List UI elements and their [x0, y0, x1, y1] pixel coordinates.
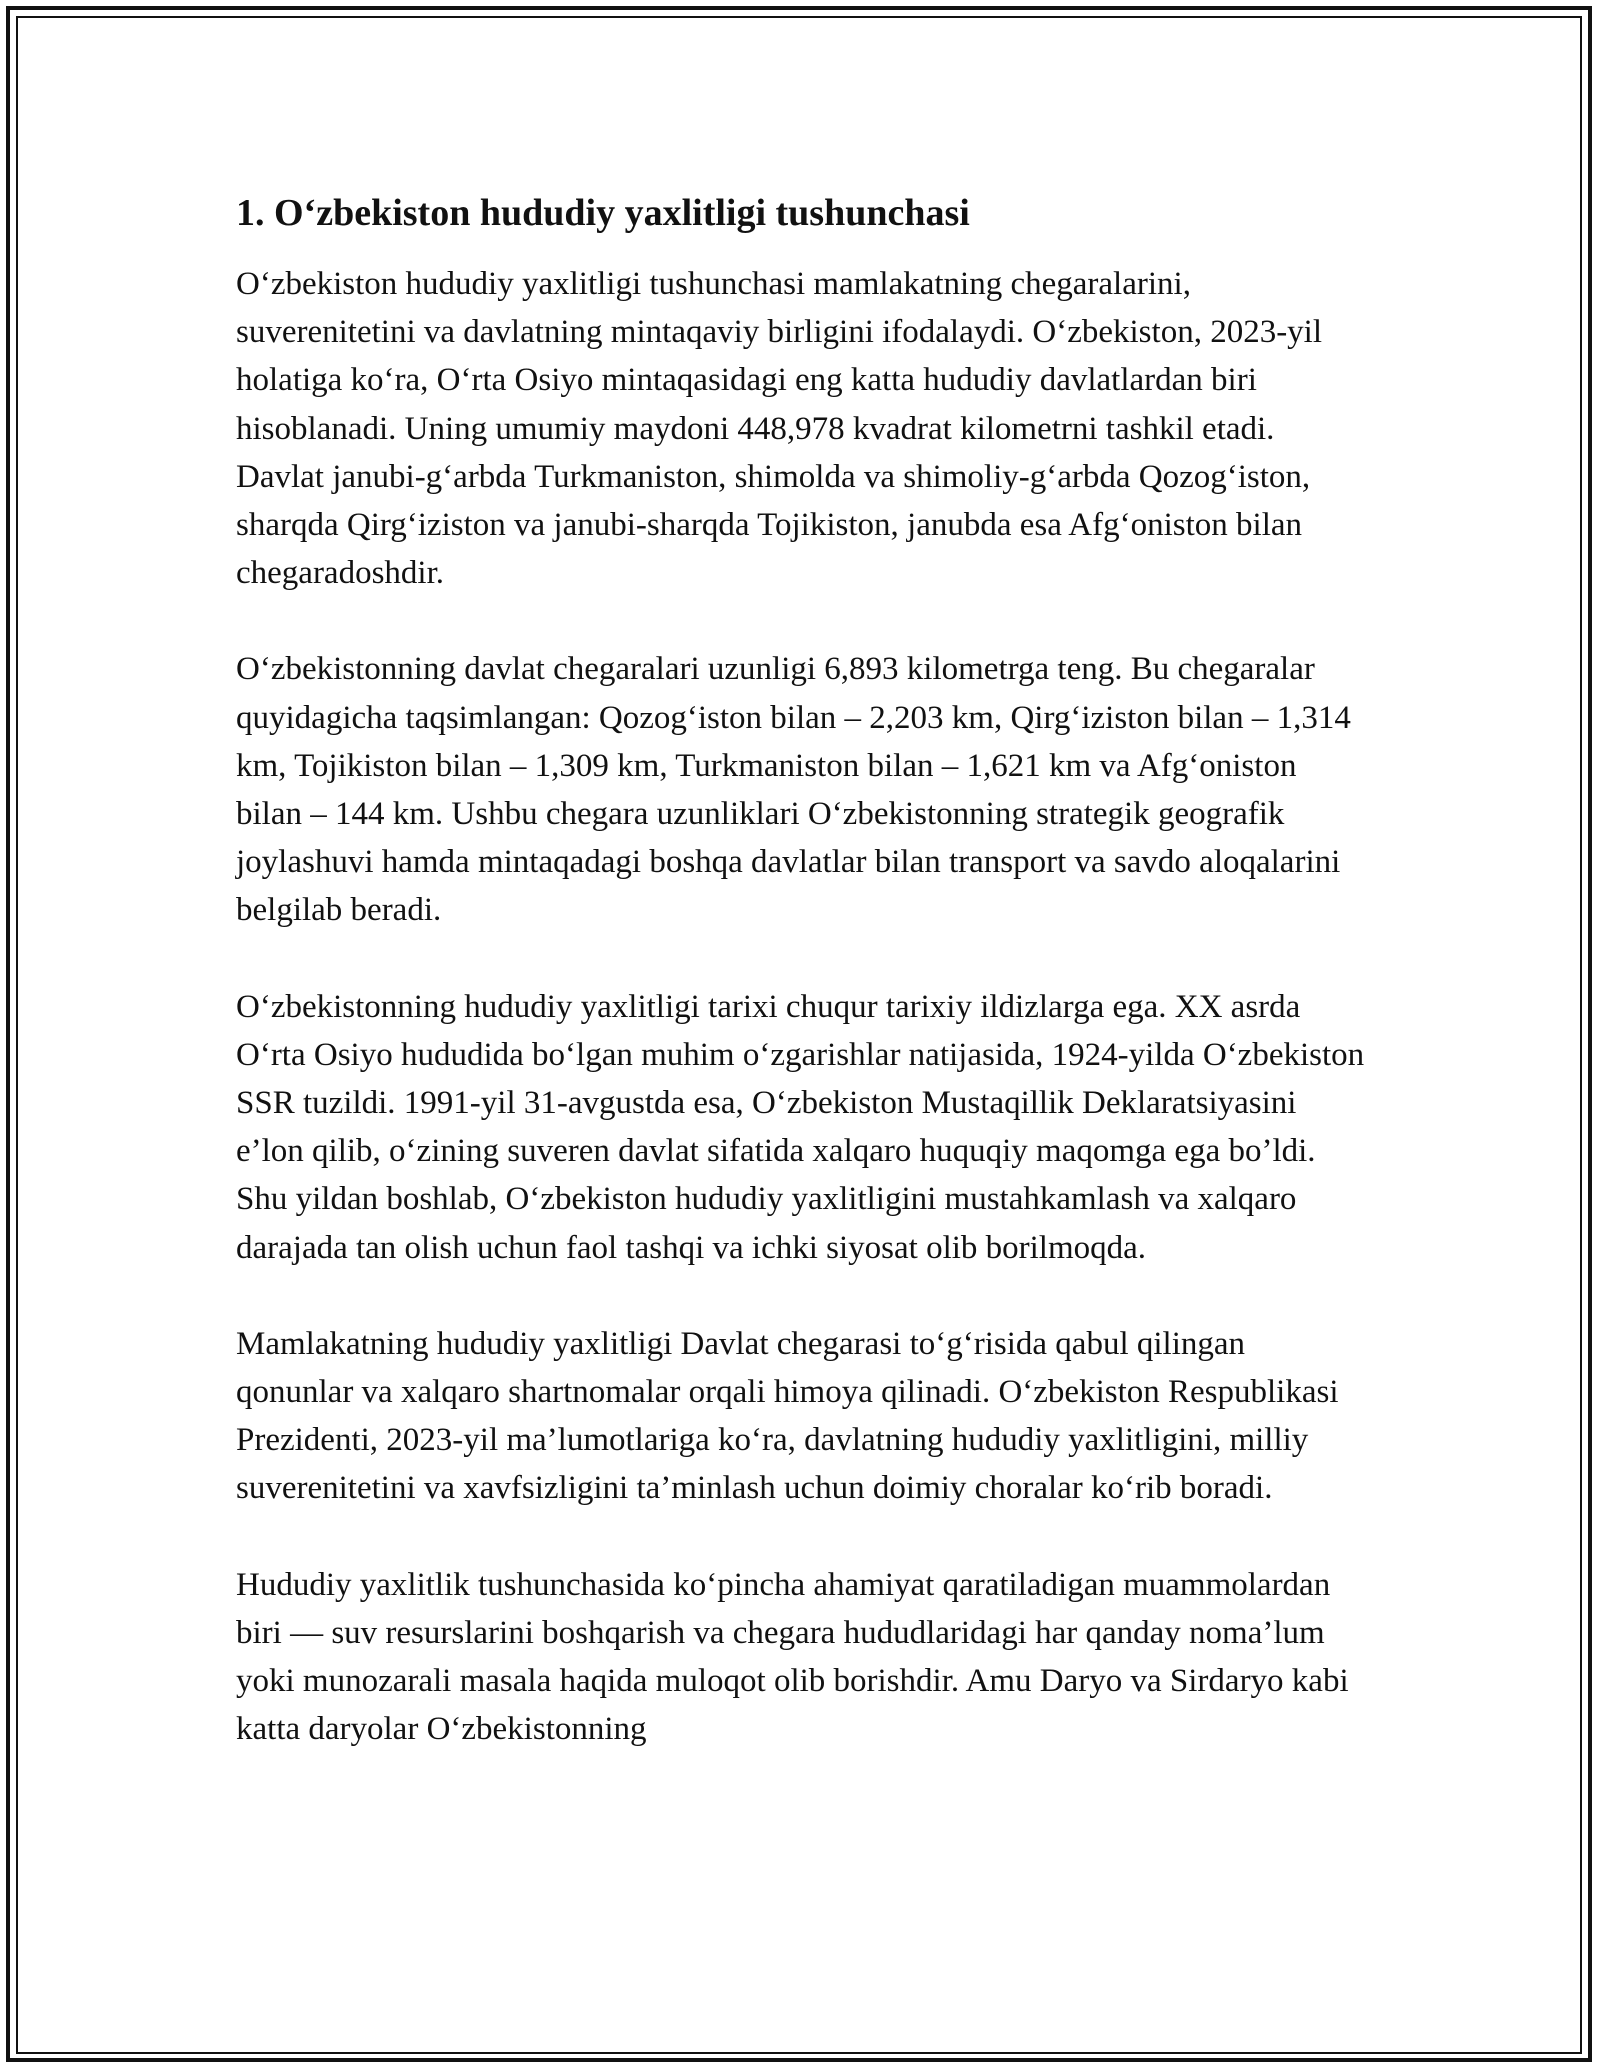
paragraph-5: Hududiy yaxlitlik tushunchasida ko‘pincha ahamiyat qaratiladigan muammolardan biri — suv resurslarini boshqarish va chegara hududlaridagi har qanday noma’lum yoki munozarali masala haqida muloqot olib borishdir. Amu Daryo va Sirdaryo kabi katta daryolar O‘zbekistonning — [236, 1566, 1349, 1748]
document-body — [236, 188, 1366, 1801]
paragraph-4: Mamlakatning hududiy yaxlitligi Davlat chegarasi to‘g‘risida qabul qilingan qonunlar va xalqaro shartnomalar orqali himoya qilinadi. O‘zbekiston Respublikasi Prezidenti, 2023-yil ma’lumotlariga ko‘ra, davlatning hududiy yaxlitligini, milliy suverenitetini va xavfsizligini ta’minlash uchun doimiy choralar ko‘rib boradi. — [236, 1325, 1339, 1507]
paragraph-1: O‘zbekiston hududiy yaxlitligi tushunchasi mamlakatning chegaralarini, suverenitetini va davlatning mintaqaviy birligini ifodalaydi. O‘zbekiston, 2023-yil holatiga ko‘ra, O‘rta Osiyo mintaqasidagi eng katta hududiy davlatlardan biri hisoblanadi. Uning umumiy maydoni 448,978 kvadrat kilometrni tashkil etadi. Davlat janubi-g‘arbda Turkmaniston, shimolda va shimoliy-g‘arbda Qozog‘iston, sharqda Qirg‘iziston va janubi-sharqda Tojikiston, janubda esa Afg‘oniston bilan chegaradoshdir. — [236, 266, 1323, 592]
paragraph-2: O‘zbekistonning davlat chegaralari uzunligi 6,893 kilometrga teng. Bu chegaralar quyidagicha taqsimlangan: Qozog‘iston bilan – 2,203 km, Qirg‘iziston bilan – 1,314 km, Tojikiston bilan – 1,309 km, Turkmaniston bilan – 1,621 km va Afg‘oniston bilan – 144 km. Ushbu chegara uzunliklari O‘zbekistonning strategik geografik joylashuvi hamda mintaqadagi boshqa davlatlar bilan transport va savdo aloqalarini belgilab beradi. — [236, 651, 1351, 929]
paragraph-3: O‘zbekistonning hududiy yaxlitligi tarixi chuqur tarixiy ildizlarga ega. XX asrda O‘rta Osiyo hududida bo‘lgan muhim o‘zgarishlar natijasida, 1924-yilda O‘zbekiston SSR tuzildi. 1991-yil 31-avgustda esa, O‘zbekiston Mustaqillik Deklaratsiyasini e’lon qilib, o‘zining suveren davlat sifatida xalqaro huquqiy maqomga ega bo’ldi. Shu yildan boshlab, O‘zbekiston hududiy yaxlitligini mustahkamlash va xalqaro darajada tan olish uchun faol tashqi va ichki siyosat olib borilmoqda. — [236, 988, 1365, 1266]
section-heading: 1. O‘zbekiston hududiy yaxlitligi tushunchasi — [236, 192, 970, 234]
